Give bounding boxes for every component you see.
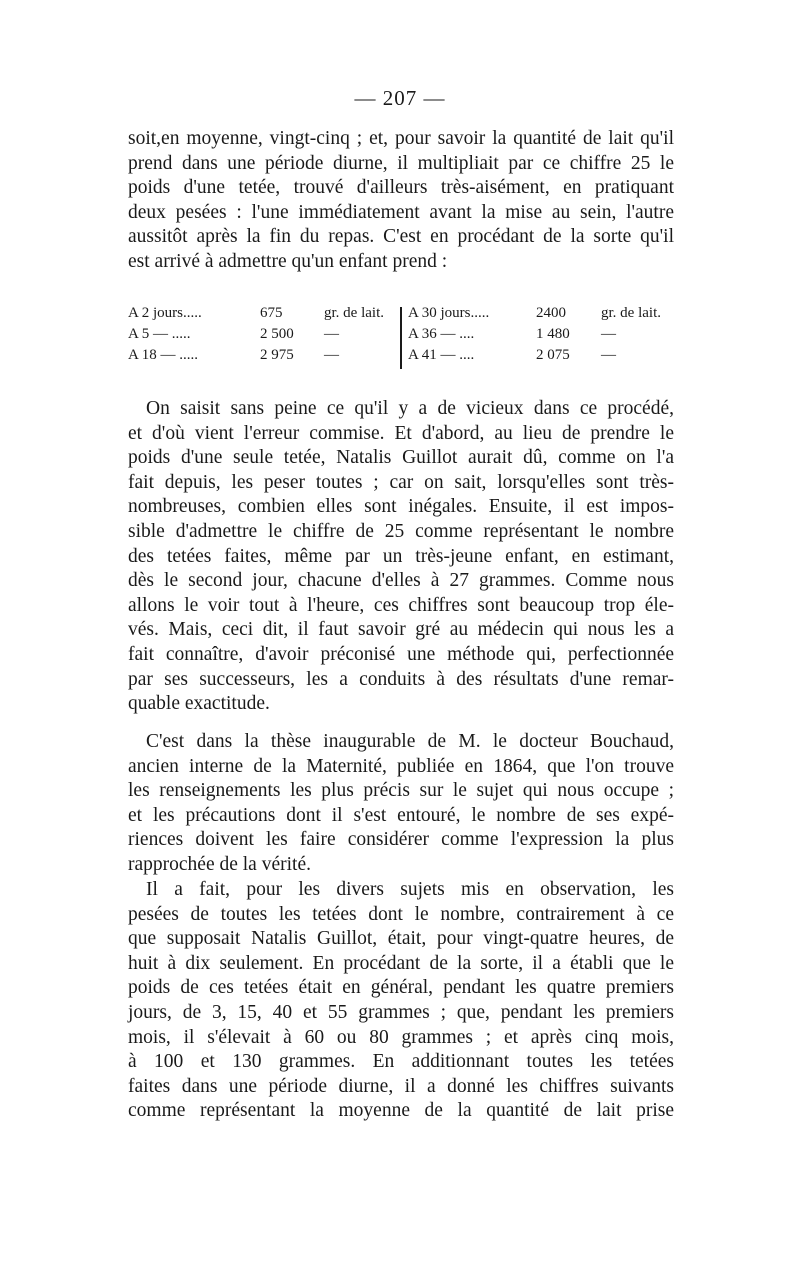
amount-cell: 675	[260, 305, 283, 321]
amount-cell: 2400	[536, 305, 566, 321]
text-line: On saisit sans peine ce qu'il y a de vicieux dans ce procédé,	[146, 398, 674, 419]
text-line: soit,en moyenne, vingt-cinq ; et, pour savoir la quantité de lait qu'il	[128, 128, 674, 149]
text-line: poids d'une seule tetée, Natalis Guillot aurait dû, comme on l'a	[128, 447, 674, 469]
text-line: riences doivent les faire considérer comme l'expression la plus	[128, 829, 674, 851]
age-cell: A 18 — .....	[128, 347, 199, 363]
table-divider	[400, 307, 402, 369]
text-line: huit à dix seulement. En procédant de la sorte, il a établi que le	[128, 952, 674, 974]
table-row	[408, 345, 674, 366]
text-line: les renseignements les plus précis sur le sujet qui nous occupe ;	[128, 780, 674, 802]
text-line: ancien interne de la Maternité, publiée en 1864, que l'on trouve	[128, 755, 674, 777]
text-line: fait connaître, d'avoir préconisé une méthode qui, perfectionnée	[128, 643, 674, 665]
text-line: et les précautions dont il s'est entouré, le nombre de ses expé-	[128, 804, 674, 826]
text-line: jours, de 3, 15, 40 et 55 grammes ; que, pendant les premiers	[128, 1001, 674, 1023]
page-number: — 207 —	[354, 86, 446, 110]
text-line: vés. Mais, ceci dit, il faut savoir gré au médecin qui nous les a	[128, 619, 674, 641]
paragraph-1	[128, 127, 674, 275]
text-line: pesées de toutes les tetées dont le nombre, contrairement à ce	[128, 903, 674, 925]
text-line: C'est dans la thèse inaugurable de M. le docteur Bouchaud,	[146, 731, 674, 752]
text-line: aussitôt après la fin du repas. C'est en procédant de la sorte qu'il	[128, 226, 674, 248]
amount-cell: 1 480	[536, 326, 570, 342]
text-line: mois, il s'élevait à 60 ou 80 grammes ; et après cinq mois,	[128, 1026, 674, 1048]
text-line: est arrivé à admettre qu'un enfant prend :	[128, 250, 448, 272]
age-cell: A 36 — ....	[408, 326, 475, 342]
table-row	[408, 303, 674, 324]
text-line: à 100 et 130 grammes. En additionnant toutes les tetées	[128, 1051, 674, 1073]
unit-cell: —	[324, 347, 339, 363]
text-line: des tetées faites, même par un très-jeune enfant, en estimant,	[128, 545, 674, 567]
age-cell: A 30 jours.....	[408, 305, 490, 321]
text-line: fait depuis, les peser toutes ; car on sait, lorsqu'elles sont très-	[128, 471, 674, 493]
text-line: quable exactitude.	[128, 693, 270, 715]
paragraph-4	[128, 878, 674, 1124]
text-line: poids de ces tetées était en général, pendant les quatre premiers	[128, 977, 674, 999]
unit-cell: gr. de lait.	[601, 305, 661, 321]
text-line: poids d'une tetée, trouvé d'ailleurs très-aisément, en pratiquant	[128, 177, 674, 199]
age-cell: A 5 — .....	[128, 326, 191, 342]
text-line: et d'où vient l'erreur commise. Et d'abord, au lieu de prendre le	[128, 422, 674, 444]
unit-cell: —	[601, 326, 616, 342]
amount-cell: 2 075	[536, 347, 570, 363]
text-line: que supposait Natalis Guillot, était, pour vingt-quatre heures, de	[128, 928, 674, 950]
table-row	[128, 324, 396, 345]
text-line: comme représentant la moyenne de la quantité de lait prise	[128, 1100, 674, 1122]
amount-cell: 2 975	[260, 347, 294, 363]
table-row	[128, 303, 396, 324]
table-column-left	[128, 303, 396, 366]
amount-cell: 2 500	[260, 326, 294, 342]
age-cell: A 41 — ....	[408, 347, 475, 363]
paragraph-3	[128, 730, 674, 878]
text-line: prend dans une période diurne, il multipliait par ce chiffre 25 le	[128, 152, 674, 174]
unit-cell: gr. de lait.	[324, 305, 384, 321]
text-line: faites dans une période diurne, il a donné les chiffres suivants	[128, 1075, 674, 1097]
table-row	[408, 324, 674, 345]
age-cell: A 2 jours.....	[128, 305, 202, 321]
text-line: dès le second jour, chacune d'elles à 27 grammes. Comme nous	[128, 570, 674, 592]
paragraph-2	[128, 397, 674, 717]
unit-cell: —	[324, 326, 339, 342]
text-line: rapprochée de la vérité.	[128, 853, 311, 875]
text-line: sible d'admettre le chiffre de 25 comme représentant le nombre	[128, 520, 674, 542]
table-row	[128, 345, 396, 366]
text-line: deux pesées : l'une immédiatement avant la mise au sein, l'autre	[128, 201, 674, 223]
text-line: allons le voir tout à l'heure, ces chiffres sont beaucoup trop éle-	[128, 594, 674, 616]
text-line: par ses successeurs, les a conduits à des résultats d'une remar-	[128, 668, 674, 690]
unit-cell: —	[601, 347, 616, 363]
table-column-right	[408, 303, 674, 366]
text-line: Il a fait, pour les divers sujets mis en observation, les	[146, 879, 674, 900]
text-line: nombreuses, combien elles sont inégales. Ensuite, il est impos-	[128, 496, 674, 518]
